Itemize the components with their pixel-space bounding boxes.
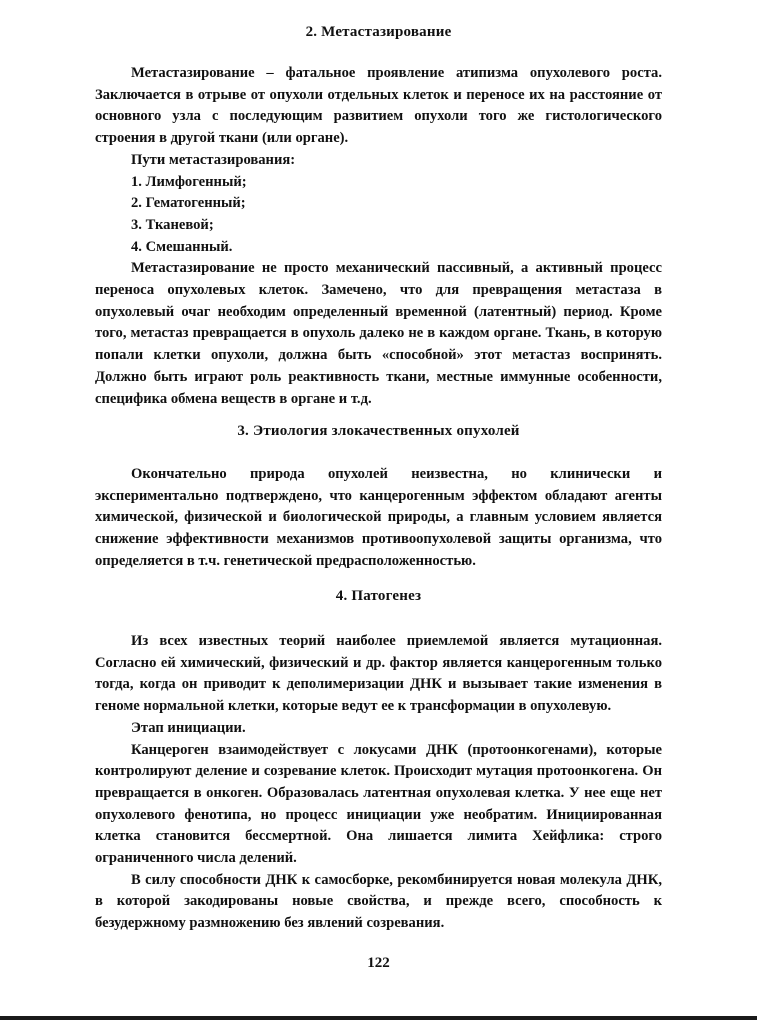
section-metastasis	[95, 24, 662, 410]
list-item: 1. Лимфогенный;	[131, 173, 247, 190]
section-heading-metastasis: 2. Метастазирование	[305, 24, 452, 40]
list-item: 4. Смешанный.	[131, 238, 233, 255]
scan-edge	[0, 1016, 757, 1020]
list-item: 2. Гематогенный;	[131, 195, 246, 212]
paragraph: Метастазирование – фатальное проявление атипизма опухолевого роста. Заключается в отрыве от опухоли отдельных клеток и переносе их на расстояние от основного узла с последующим развитием опухоли того же гистологического строения в другой ткани (или органе).	[95, 65, 662, 147]
paragraph: Метастазирование не просто механический пассивный, а активный процесс переноса опухолевых клеток. Замечено, что для превращения метастаза в опухолевый очаг необходим определенный временной (латентный) период. Кроме того, метастаз превращается в опухоль далеко не в каждом органе. Ткань, в которую попали клетки опухоли, должна быть «способной» этот метастаз воспринять. Должно быть играют роль реактивность ткани, местные иммунные особенности, специфика обмена веществ в органе и т.д.	[95, 260, 662, 407]
paragraph: Канцероген взаимодействует с локусами ДНК (протоонкогенами), которые контролируют деление и созревание клеток. Происходит мутация протоонкогена. Он превращается в онкоген. Образовалась латентная опухолевая клетка. У нее еще нет опухолевого фенотипа, но процесс инициации уже необратим. Инициированная клетка становится бессмертной. Она лишается лимита Хейфлика: строго ограниченного числа делений.	[95, 741, 662, 867]
section-pathogenesis	[95, 588, 662, 935]
section-heading-pathogenesis: 4. Патогенез	[335, 588, 422, 604]
paragraph: Окончательно природа опухолей неизвестна, но клинически и экспериментально подтверждено, что канцерогенным эффектом обладают агенты химической, физической и биологической природы, а главным условием является снижение эффективности механизмов противоопухолевой защиты организма, что определяется в т.ч. генетической предрасположенностью.	[95, 466, 662, 569]
list-item: 3. Тканевой;	[131, 216, 214, 233]
subheading-initiation: Этап инициации.	[131, 719, 246, 736]
section-etiology	[95, 423, 662, 573]
paragraph: Из всех известных теорий наиболее приемлемой является мутационная. Согласно ей химический, физический и др. фактор является канцерогенным только тогда, когда он приводит к деполимеризации ДНК и вызывает такие изменения в геноме нормальной клетки, которые ведут ее к трансформации в опухолевую.	[95, 633, 662, 715]
page-number: 122	[367, 955, 390, 971]
section-heading-etiology: 3. Этиология злокачественных опухолей	[237, 423, 520, 439]
paths-label: Пути метастазирования:	[131, 151, 296, 168]
paragraph: В силу способности ДНК к самосборке, рекомбинируется новая молекула ДНК, в которой закодированы новые свойства, и прежде всего, способность к безудержному размножению без явлений созревания.	[95, 871, 662, 932]
